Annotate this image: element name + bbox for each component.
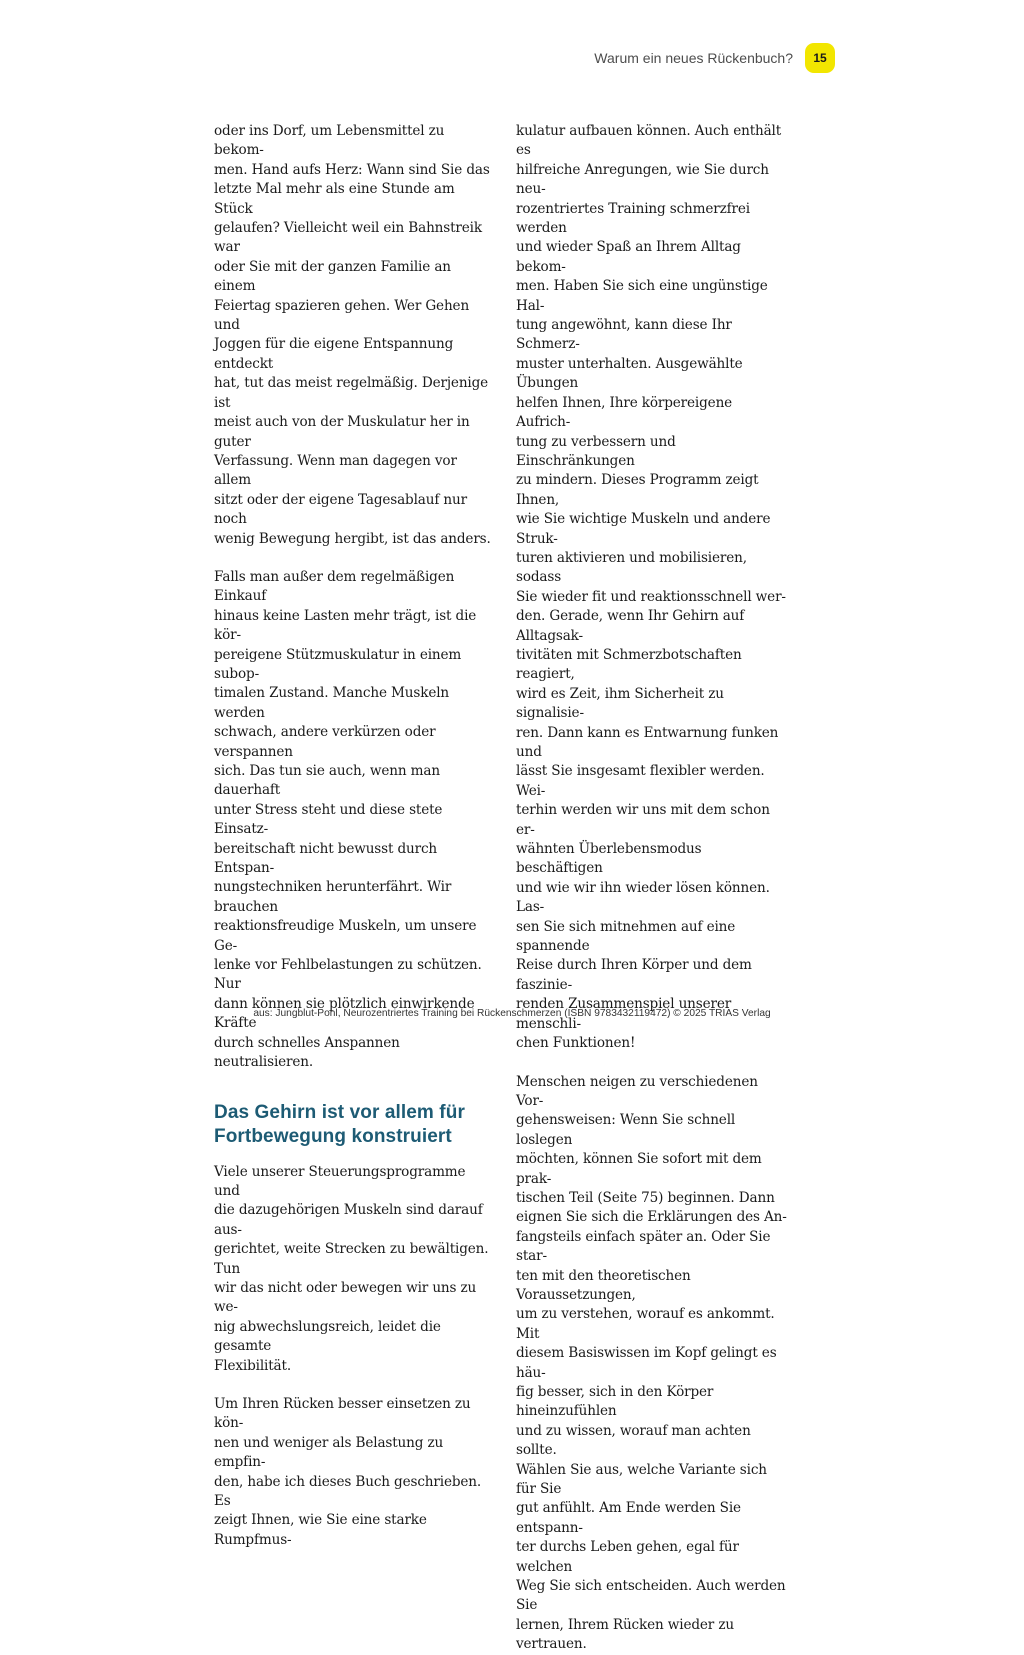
page-number-badge: 15 [805, 43, 835, 73]
right-column [516, 122, 788, 1655]
paragraph: Menschen neigen zu verschiedenen Vor- gehensweisen: Wenn Sie schnell loslegen möchten, können Sie sofort mit dem prak- tischen Teil (Seite 75) beginnen. Dann eignen Sie sich die Erklärungen des An- fangsteils einfach später an. Oder Sie star- ten mit den theoretischen Voraussetzungen, um zu verstehen, worauf es ankommt. Mit diesem Basiswissen im Kopf gelingt es häu- fig besser, sich in den Körper hineinzufühlen und zu wissen, worauf man achten sollte. Wählen Sie aus, welche Variante sich für Sie gut anfühlt. Am Ende werden Sie entspann- ter durchs Leben gehen, egal für welchen Weg Sie sich entscheiden. Auch werden Sie lernen, Ihrem Rücken wieder zu vertrauen. [516, 1073, 787, 1653]
paragraph: Viele unserer Steuerungsprogramme und die dazugehörigen Muskeln sind darauf aus- gerichtet, weite Strecken zu bewältigen. Tun wir das nicht oder bewegen wir uns zu we- nig abwechslungsreich, leidet die gesamte Flexibilität. [214, 1163, 489, 1374]
paragraph: Um Ihren Rücken besser einsetzen zu kön- nen und weniger als Belastung zu empfin- den, habe ich dieses Buch geschrieben. Es zeigt Ihnen, wie Sie eine starke Rumpfmus- [214, 1395, 482, 1548]
left-column [214, 122, 492, 1550]
paragraph: oder ins Dorf, um Lebensmittel zu bekom- men. Hand aufs Herz: Wann sind Sie das letzte Mal mehr als eine Stunde am Stück gelaufen? Vielleicht weil ein Bahnstreik war oder Sie mit der ganzen Familie an einem Feiertag spazieren gehen. Wer Gehen und Joggen für die eigene Entspannung entdeckt hat, tut das meist regelmäßig. Derjenige ist meist auch von der Muskulatur her in guter Verfassung. Wenn man dagegen vor allem sitzt oder der eigene Tagesablauf nur noch wenig Bewegung hergibt, ist das anders. [214, 123, 491, 547]
paragraph: kulatur aufbauen können. Auch enthält es hilfreiche Anregungen, wie Sie durch neu- rozentriertes Training schmerzfrei werden und wieder Spaß an Ihrem Alltag bekom- men. Haben Sie sich eine ungünstige Hal- tung angewöhnt, kann diese Ihr Schmerz- muster unterhalten. Ausgewählte Übungen helfen Ihnen, Ihre körpereigene Aufrich- tung zu verbessern und Einschränkungen zu mindern. Dieses Programm zeigt Ihnen, wie Sie wichtige Muskeln und andere Struk- turen aktivieren und mobilisieren, sodass Sie wieder fit und reaktionsschnell wer- den. Gerade, wenn Ihr Gehirn auf Alltagsak- tivitäten mit Schmerzbotschaften reagiert, wird es Zeit, ihm Sicherheit zu signalisie- ren. Dann kann es Entwarnung funken und lässt Sie insgesamt flexibler werden. Wei- terhin werden wir uns mit dem schon er- wähnten Überlebensmodus beschäftigen und wie wir ihn wieder lösen können. Las- sen Sie sich mitnehmen auf eine spannende Reise durch Ihren Körper und dem faszinie- renden Zusammenspiel unserer menschli- chen Funktionen! [516, 123, 786, 1052]
citation-footer: aus: Jungblut-Pohl, Neurozentriertes Training bei Rückenschmerzen (ISBN 9783432119472) © 2025 TRIAS Verlag [253, 1008, 771, 1019]
running-title: Warum ein neues Rückenbuch? [594, 50, 793, 66]
section-heading: Das Gehirn ist vor allem für Fortbewegung konstruiert [214, 1101, 465, 1147]
paragraph: Falls man außer dem regelmäßigen Einkauf hinaus keine Lasten mehr trägt, ist die kör- pereigene Stützmuskulatur in einem subop- timalen Zustand. Manche Muskeln werden schwach, andere verkürzen oder verspannen sich. Das tun sie auch, wenn man dauerhaft unter Stress steht und diese stete Einsatz- bereitschaft nicht bewusst durch Entspan- nungstechniken herunterfährt. Wir brauchen reaktionsfreudige Muskeln, um unsere Ge- lenke vor Fehlbelastungen zu schützen. Nur dann können sie plötzlich einwirkende Kräfte durch schnelles Anspannen neutralisieren. [214, 568, 482, 1071]
running-header [560, 42, 835, 74]
